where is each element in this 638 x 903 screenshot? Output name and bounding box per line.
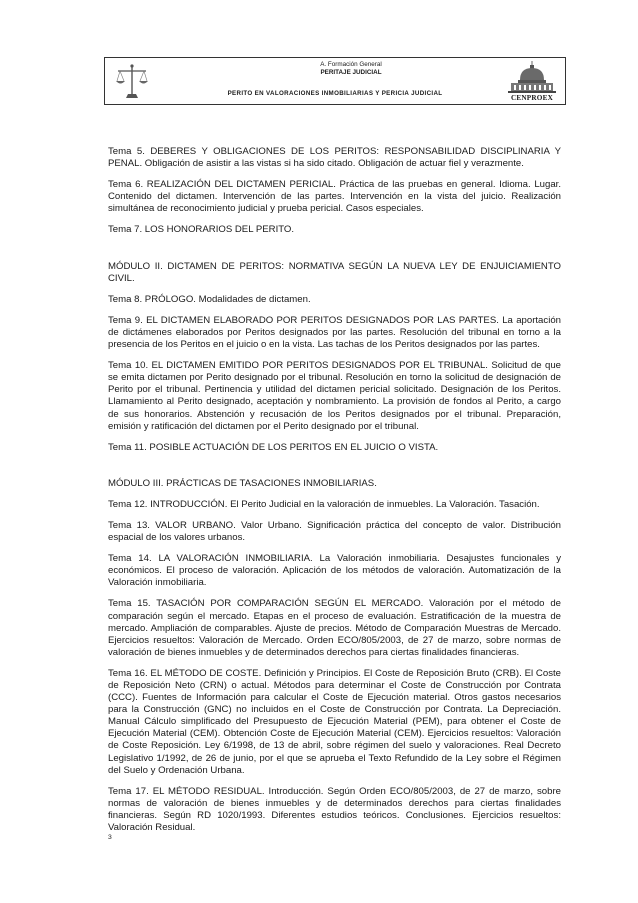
header-course-title: PERITO EN VALORACIONES INMOBILIARIAS Y PERICIA JUDICIAL xyxy=(227,90,443,97)
module-heading: MÓDULO II. DICTAMEN DE PERITOS: NORMATIVA SEGÚN LA NUEVA LEY DE ENJUICIAMIENTO CIVIL. xyxy=(108,260,561,284)
paragraph: Tema 5. DEBERES Y OBLIGACIONES DE LOS PERITOS: RESPONSABILIDAD DISCIPLINARIA Y PENAL. Obligación de asistir a las vistas si ha sido citado. Obligación de actuar fiel y verazmente. xyxy=(108,146,561,170)
paragraph: Tema 8. PRÓLOGO. Modalidades de dictamen. xyxy=(108,293,311,305)
paragraph: Tema 12. INTRODUCCIÓN. El Perito Judicial en la valoración de inmuebles. La Valoración. Tasación. xyxy=(108,498,540,510)
paragraph: Tema 14. LA VALORACIÓN INMOBILIARIA. La Valoración inmobiliaria. Desajustes funcionales y económicos. El proceso de valoración. Aplicación de los métodos de valoración. Automatización de la Valoración inmobiliaria. xyxy=(108,553,561,589)
module-heading: MÓDULO III. PRÁCTICAS DE TASACIONES INMOBILIARIAS. xyxy=(108,477,377,489)
paragraph: Tema 16. EL MÉTODO DE COSTE. Definición y Principios. El Coste de Reposición Bruto (CRB). El Coste de Reposición Neto (CRN) o actual. Métodos para determinar el Coste de Construcción por Contrata (CCC). Fuentes de Información para calcular el Coste de Ejecución material. Otros gastos necesarios para la Construcción (GNC) no incluidos en el Coste de Construcción por Contrata. La Depreciación. Manual Cálculo simplificado del Presupuesto de Ejecución Material (PEM), para obtener el Coste de Ejecución Material (CEM). Obtención Coste de Ejecución Material (CEM). Ejercicios resueltos: Valoración de Coste Reposición. Ley 6/1998, de 13 de abril, sobre régimen del suelo y valoraciones. Real Decreto Legislativo 1/1992, de 26 de junio, por el que se aprueba el Texto Refundido de la Ley sobre el Régimen del Suelo y Ordenación Urbana. xyxy=(108,667,561,776)
brand-name: CENPROEX xyxy=(511,94,553,102)
paragraph: Tema 17. EL MÉTODO RESIDUAL. Introducción. Según Orden ECO/805/2003, de 27 de marzo, sobre normas de valoración de bienes inmuebles y de determinados derechos para ciertas finalidades financieras. Según RD 1020/1993. Diferentes estudios teóricos. Conclusiones. Ejercicios resueltos: Valoración Residual. xyxy=(108,785,561,834)
header-subject-label: PERITAJE JUDICIAL xyxy=(320,69,382,76)
syllabus-content xyxy=(108,146,561,834)
paragraph: Tema 7. LOS HONORARIOS DEL PERITO. xyxy=(108,224,295,236)
paragraph: Tema 13. VALOR URBANO. Valor Urbano. Significación práctica del concepto de valor. Distribución espacial de los valores urbanos. xyxy=(108,519,561,544)
paragraph: Tema 6. REALIZACIÓN DEL DICTAMEN PERICIAL. Práctica de las pruebas en general. Idioma. Lugar. Contenido del dictamen. Intervención de las partes. Intervención en la vista del juicio. Realización simultánea de reconocimiento judicial y prueba pericial. Casos especiales. xyxy=(108,179,561,215)
page-number: 3 xyxy=(108,834,112,841)
page-header xyxy=(104,57,566,105)
paragraph: Tema 15. TASACIÓN POR COMPARACIÓN SEGÚN EL MERCADO. Valoración por el método de comparación según el mercado. Etapas en el proceso de evaluación. Estratificación de la muestra de mercado. Ampliación de comparables. Ajuste de precios. Método de Comparación Muestras de Mercado. Ejercicios resueltos: Valoración de Mercado. Orden ECO/805/2003, de 27 de marzo, sobre normas de valoración de bienes inmuebles y de determinados derechos para ciertas finalidades financieras. xyxy=(108,598,561,658)
header-section-label: A. Formación General xyxy=(320,61,382,68)
paragraph: Tema 10. EL DICTAMEN EMITIDO POR PERITOS DESIGNADOS POR EL TRIBUNAL. Solicitud de que se emita dictamen por Perito designado por el tribunal. Resolución en torno la solicitud de designación de Perito por el tribunal. Pertinencia y utilidad del dictamen pericial solicitado. Designación de los Peritos. Llamamiento al Perito designado, aceptación y nombramiento. La provisión de fondos al Perito, a cargo de sus honorarios. Abstención y recusación de los Peritos designados por el tribunal. Preparación, emisión y ratificación del dictamen por el Perito designado por el tribunal. xyxy=(108,360,561,432)
paragraph: Tema 9. EL DICTAMEN ELABORADO POR PERITOS DESIGNADOS POR LAS PARTES. La aportación de dictámenes elaborados por Peritos designados por las partes. Resolución del tribunal en torno a la presencia de los Peritos en el juicio o en la vista. Las tachas de los Peritos designados por las partes. xyxy=(108,314,561,351)
paragraph: Tema 11. POSIBLE ACTUACIÓN DE LOS PERITOS EN EL JUICIO O VISTA. xyxy=(108,441,439,453)
